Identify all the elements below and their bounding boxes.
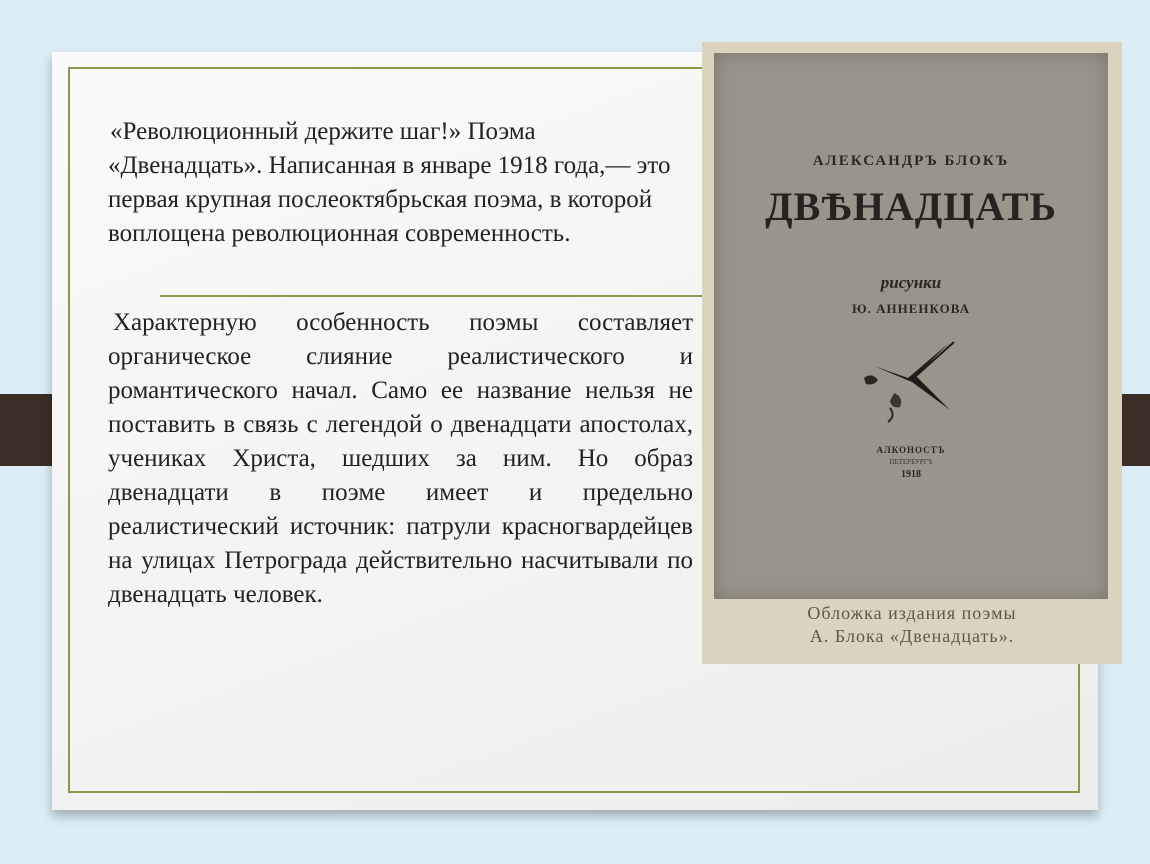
cover-publisher: АЛКОНОСТЪ — [876, 445, 946, 455]
book-cover-photo — [702, 42, 1122, 664]
intro-paragraph: «Революционный держите шаг!» Поэма «Двенадцать». Написанная в январе 1918 года,— это первая крупная послеоктябрьская поэма, в которой воплощена революционная современность. — [108, 118, 671, 247]
right-decorative-band — [1122, 394, 1150, 466]
cover-caption — [702, 602, 1122, 648]
caption-line-1: Обложка издания поэмы — [807, 603, 1017, 623]
cover-author: АЛЕКСАНДРЪ БЛОКЪ — [812, 153, 1010, 169]
cover-illustration — [854, 338, 974, 428]
paragraph-divider — [160, 295, 708, 297]
body-paragraph: Характерную особенность поэмы составляет органическое слияние реалистического и романтического начал. Само ее название нельзя не поставить в связь с легендой о двенадцати апостолах, учениках Христа, шедших за ним. Но образ двенадцати в поэме имеет и предельно реалистический источник: патрули красногвардейцев на улицах Петрограда действительно насчитывали по двенадцать человек. — [108, 309, 693, 608]
cover-title: ДВѢНАДЦАТЬ — [765, 184, 1057, 229]
cover-city: ПЕТЕРБУРГЪ — [889, 458, 933, 466]
book-cover — [714, 53, 1108, 599]
cover-drawings-label: рисунки — [880, 273, 942, 292]
cover-artist: Ю. АННЕНКОВА — [852, 301, 970, 316]
cover-year: 1918 — [901, 469, 921, 480]
caption-line-2: А. Блока «Двенадцать». — [809, 626, 1015, 646]
